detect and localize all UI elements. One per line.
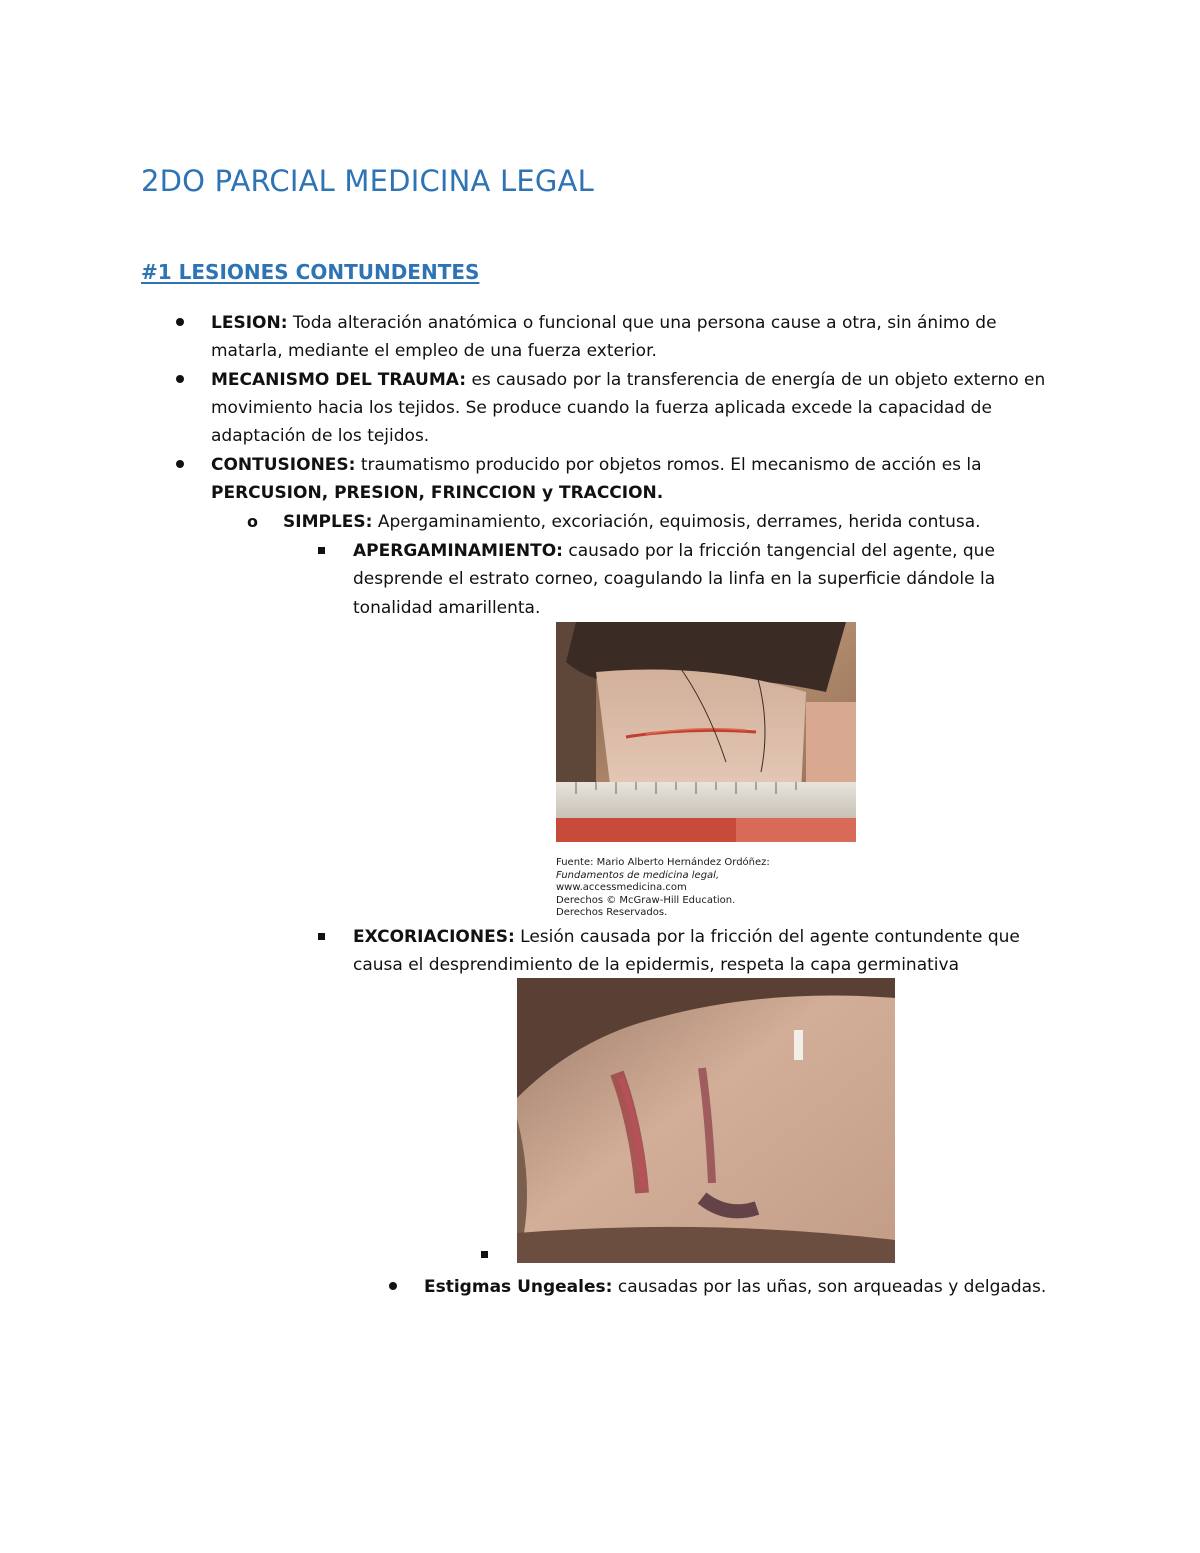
- estigmas-term: Estigmas Ungeales:: [424, 1277, 613, 1297]
- bullet-dot-icon: [176, 375, 184, 383]
- image-caption: [556, 857, 770, 920]
- caption-line: Derechos Reservados.: [556, 907, 668, 918]
- mecanismo-line-3: adaptación de los tejidos.: [211, 426, 430, 446]
- excoriaciones-text: Lesión causada por la fricción del agente contundente que: [514, 927, 1020, 947]
- section-heading: #1 LESIONES CONTUNDENTES: [141, 260, 480, 284]
- apergaminamiento-photo: [556, 622, 856, 842]
- apergaminamiento-text: causado por la fricción tangencial del agente, que: [563, 541, 995, 561]
- bullet-square-icon: [481, 1251, 488, 1258]
- apergaminamiento-line-3: tonalidad amarillenta.: [353, 598, 541, 618]
- bullet-dot-icon: [176, 318, 184, 326]
- bullet-dot-icon: [389, 1282, 397, 1290]
- contusiones-text: traumatismo producido por objetos romos. El mecanismo de acción es la: [355, 455, 982, 475]
- neck-image-icon: [556, 622, 856, 842]
- lesion-line-2: matarla, mediante el empleo de una fuerza exterior.: [211, 341, 657, 361]
- mecanismo-line-1: [211, 366, 1045, 394]
- estigmas-line-1: [424, 1273, 1046, 1301]
- lesion-line-1: [211, 309, 997, 337]
- document-title: 2DO PARCIAL MEDICINA LEGAL: [141, 164, 594, 198]
- simples-term: SIMPLES:: [283, 512, 373, 532]
- simples-line-1: [283, 508, 981, 536]
- mecanismo-term: MECANISMO DEL TRAUMA:: [211, 370, 467, 390]
- caption-line: Derechos © McGraw-Hill Education.: [556, 894, 736, 906]
- mecanismo-text: es causado por la transferencia de energía de un objeto externo en: [466, 370, 1046, 390]
- lesion-text: Toda alteración anatómica o funcional que una persona cause a otra, sin ánimo de: [287, 313, 997, 333]
- caption-line: Fundamentos de medicina legal,: [556, 869, 720, 881]
- excoriaciones-line-2: causa el desprendimiento de la epidermis, respeta la capa germinativa: [353, 955, 959, 975]
- bullet-dot-icon: [176, 460, 184, 468]
- simples-text: Apergaminamiento, excoriación, equimosis, derrames, herida contusa.: [372, 512, 981, 532]
- excoriaciones-term: EXCORIACIONES:: [353, 927, 515, 947]
- apergaminamiento-term: APERGAMINAMIENTO:: [353, 541, 563, 561]
- abrasion-image-icon: [517, 978, 895, 1263]
- contusiones-line-2: [211, 479, 663, 507]
- estigmas-text: causadas por las uñas, son arqueadas y delgadas.: [612, 1277, 1047, 1297]
- mecanismo-line-2: movimiento hacia los tejidos. Se produce cuando la fuerza aplicada excede la capacidad de: [211, 398, 992, 418]
- apergaminamiento-line-1: [353, 537, 995, 565]
- contusiones-mechanisms: PERCUSION, PRESION, FRINCCION y TRACCION.: [211, 483, 664, 503]
- lesion-term: LESION:: [211, 313, 288, 333]
- apergaminamiento-line-2: desprende el estrato corneo, coagulando la linfa en la superficie dándole la: [353, 569, 996, 589]
- bullet-square-icon: [318, 547, 325, 554]
- contusiones-line-1: [211, 451, 982, 479]
- bullet-square-icon: [318, 933, 325, 940]
- excoriaciones-line-1: [353, 923, 1020, 951]
- excoriaciones-photo: [517, 978, 895, 1263]
- caption-link[interactable]: www.accessmedicina.com: [556, 882, 687, 893]
- caption-line: Fuente: Mario Alberto Hernández Ordóñez:: [556, 857, 770, 868]
- contusiones-term: CONTUSIONES:: [211, 455, 356, 475]
- bullet-o-icon: o: [247, 512, 258, 531]
